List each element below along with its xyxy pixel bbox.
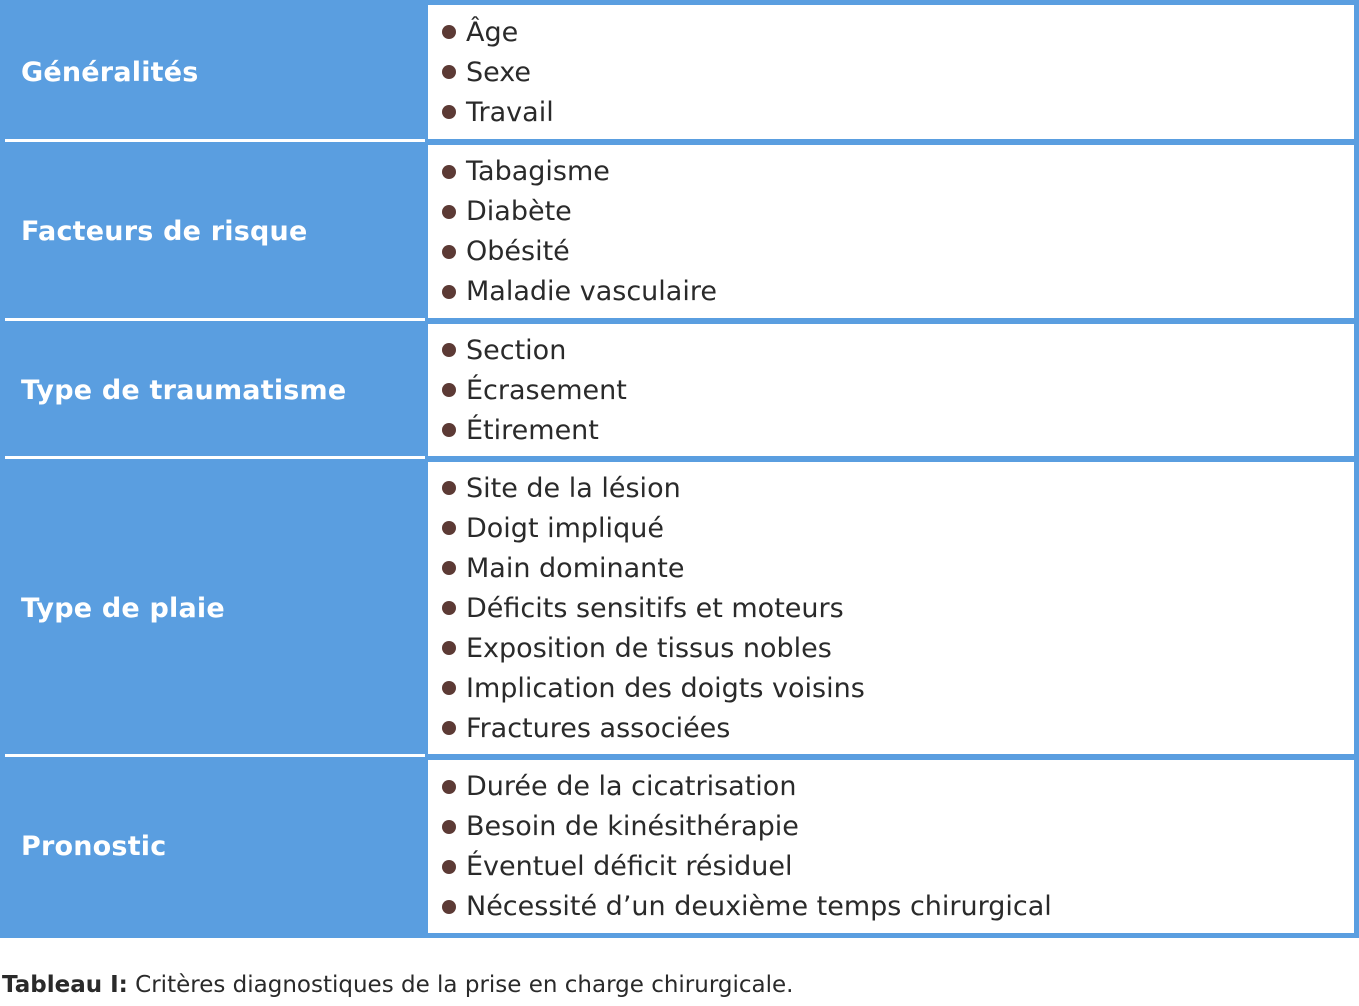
- table-row: [0, 462, 1359, 754]
- row-divider: [5, 318, 425, 321]
- bullet-icon: [442, 245, 456, 259]
- row-label: Généralités: [21, 56, 199, 88]
- table-row: [0, 324, 1359, 456]
- bullet-icon: [442, 721, 456, 735]
- bullet-icon: [442, 641, 456, 655]
- bullet-icon: [442, 900, 456, 914]
- bullet-icon: [442, 780, 456, 794]
- row-label: Type de plaie: [21, 592, 225, 624]
- row-label: Pronostic: [21, 831, 167, 862]
- row-label: Type de traumatisme: [21, 374, 347, 406]
- bullet-icon: [442, 285, 456, 299]
- list-item: Implication des doigts voisins: [442, 668, 1354, 708]
- table-caption: [2, 972, 793, 998]
- bullet-icon: [442, 681, 456, 695]
- row-items: [428, 324, 1354, 456]
- row-divider: [5, 754, 425, 757]
- table-row: [0, 145, 1359, 318]
- list-item: Exposition de tissus nobles: [442, 628, 1354, 668]
- list-item: Obésité: [442, 232, 1354, 272]
- list-item: Section: [442, 330, 1354, 370]
- bullet-icon: [442, 820, 456, 834]
- list-item: Maladie vasculaire: [442, 272, 1354, 312]
- list-item: Tabagisme: [442, 152, 1354, 192]
- list-item: Sexe: [442, 52, 1354, 92]
- row-items: [428, 5, 1354, 139]
- bullet-icon: [442, 481, 456, 495]
- list-item: Écrasement: [442, 370, 1354, 410]
- list-item: Déficits sensitifs et moteurs: [442, 588, 1354, 628]
- bullet-icon: [442, 165, 456, 179]
- row-items: [428, 145, 1354, 318]
- caption-text: Critères diagnostiques de la prise en charge chirurgicale.: [127, 972, 794, 998]
- row-divider: [5, 139, 425, 142]
- bullet-icon: [442, 25, 456, 39]
- bullet-icon: [442, 383, 456, 397]
- list-item: Étirement: [442, 410, 1354, 450]
- list-item: Fractures associées: [442, 708, 1354, 748]
- bullet-icon: [442, 65, 456, 79]
- bullet-icon: [442, 205, 456, 219]
- bullet-icon: [442, 423, 456, 437]
- list-item: Diabète: [442, 192, 1354, 232]
- row-items: [428, 760, 1354, 933]
- table-row: [0, 5, 1359, 139]
- list-item: Durée de la cicatrisation: [442, 767, 1354, 807]
- row-items: [428, 462, 1354, 754]
- list-item: Doigt impliqué: [442, 508, 1354, 548]
- bullet-icon: [442, 105, 456, 119]
- row-label: Facteurs de risque: [21, 216, 308, 247]
- table-row: [0, 760, 1359, 933]
- bullet-icon: [442, 343, 456, 357]
- caption-label: Tableau I:: [2, 972, 128, 998]
- bullet-icon: [442, 601, 456, 615]
- list-item: Site de la lésion: [442, 468, 1354, 508]
- list-item: Travail: [442, 92, 1354, 132]
- bullet-icon: [442, 561, 456, 575]
- list-item: Âge: [442, 12, 1354, 52]
- list-item: Nécessité d’un deuxième temps chirurgical: [442, 887, 1354, 927]
- list-item: Besoin de kinésithérapie: [442, 807, 1354, 847]
- list-item: Éventuel déficit résiduel: [442, 847, 1354, 887]
- bullet-icon: [442, 521, 456, 535]
- row-divider: [5, 456, 425, 459]
- list-item: Main dominante: [442, 548, 1354, 588]
- bullet-icon: [442, 860, 456, 874]
